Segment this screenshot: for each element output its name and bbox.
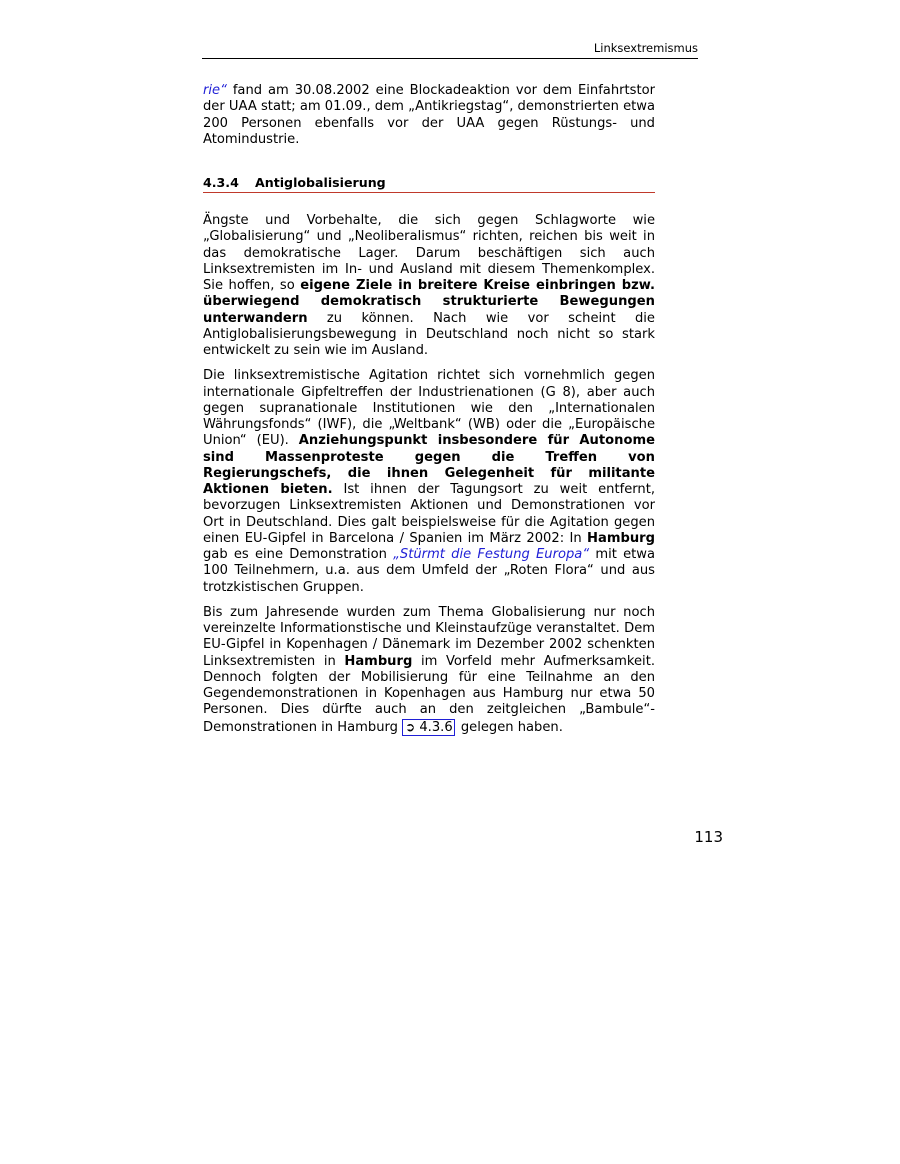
page-number: 113 bbox=[694, 828, 723, 846]
running-header bbox=[202, 40, 698, 59]
paragraph-text: Ängste und Vorbehalte, die sich gegen Schlagworte wie „Globalisierung“ und „Neoliberalismus“ richten, reichen bis weit in das demokratische Lager. Darum beschäftigen sich auch Linksextremisten im In- und Ausland mit diesem Themenkomplex. Sie hoffen, so bbox=[203, 213, 655, 293]
paragraph-text: mit etwa 100 Teilnehmern, u.a. aus dem Umfeld der „Roten Flora“ und aus trotzkistischen Gruppen. bbox=[203, 547, 655, 595]
cross-reference-label: 4.3.6 bbox=[415, 719, 453, 735]
paragraph-2 bbox=[203, 368, 655, 596]
emphasis-text: eigene Ziele in breitere Kreise einbringen bzw. überwiegend demokratisch strukturierte Bewegungen unterwandern bbox=[203, 278, 656, 326]
paragraph-text: gab es eine Demonstration bbox=[203, 547, 394, 562]
section-heading bbox=[203, 175, 655, 193]
paragraph-text: gelegen haben. bbox=[456, 719, 563, 735]
paragraph-1 bbox=[203, 213, 655, 359]
arrow-right-icon: ➲ bbox=[405, 719, 416, 734]
emphasis-text: Hamburg bbox=[344, 653, 413, 669]
paragraph-text: zu können. Nach wie vor scheint die Antiglobalisierungsbewegung in Deutschland noch nicht so stark entwickelt zu sein wie im Ausland. bbox=[203, 310, 655, 358]
paragraph-text: Ist ihnen der Tagungsort zu weit entfernt, bevorzugen Linksextremisten Aktionen und Demonstrationen vor Ort in Deutschland. Dies galt beispielsweise für die Agitation gegen einen EU-Gipfel in Barcelona / Spanien im März 2002: In bbox=[203, 482, 656, 546]
paragraph-text: fand am 30.08.2002 eine Blockadeaktion vor dem Einfahrtstor der UAA statt; am 01.09., dem „Antikriegstag“, demonstrierten etwa 200 Personen ebenfalls vor der UAA gegen Rüstungs- und Atomindustrie. bbox=[203, 83, 655, 147]
section-number: 4.3.4 bbox=[203, 175, 239, 190]
emphasis-text: Anziehungspunkt insbesondere für Autonome sind Massenproteste gegen die Treffen von Regierungschefs, die ihnen Gelegenheit für militante Aktionen bieten. bbox=[203, 433, 655, 497]
paragraph-text: im Vorfeld mehr Aufmerksamkeit. Dennoch folgten der Mobilisierung für eine Teilnahme an den Gegendemonstrationen in Kopenhagen aus Hamburg nur etwa 50 Personen. Dies dürfte auch an den zeitgleichen „Bambule“-Demonstrationen in Hamburg bbox=[203, 653, 655, 735]
section-title: Antiglobalisierung bbox=[255, 175, 386, 190]
page-content bbox=[203, 83, 655, 745]
paragraph-text: Bis zum Jahresende wurden zum Thema Globalisierung nur noch vereinzelte Informationstische und Kleinstaufzüge veranstaltet. Dem EU-Gipfel in Kopenhagen / Dänemark im Dezember 2002 schenkten Linksextremisten in bbox=[203, 604, 655, 669]
continued-link[interactable]: rie“ bbox=[203, 83, 227, 98]
paragraph-3 bbox=[203, 605, 655, 736]
emphasis-text: Hamburg bbox=[587, 530, 655, 546]
demonstration-link[interactable]: „Stürmt die Festung Europa“ bbox=[393, 547, 590, 562]
running-header-title: Linksextremismus bbox=[593, 41, 698, 55]
paragraph-continuation bbox=[203, 83, 655, 148]
paragraph-text: Die linksextremistische Agitation richtet sich vornehmlich gegen internationale Gipfeltreffen der Industrienationen (G 8), aber auch gegen supranationale Institutionen wie den „Internationalen Währungsfonds“ (IWF), die „Weltbank“ (WB) oder die „Europäische Union“ (EU). bbox=[203, 368, 655, 449]
cross-reference-link[interactable] bbox=[402, 719, 455, 736]
